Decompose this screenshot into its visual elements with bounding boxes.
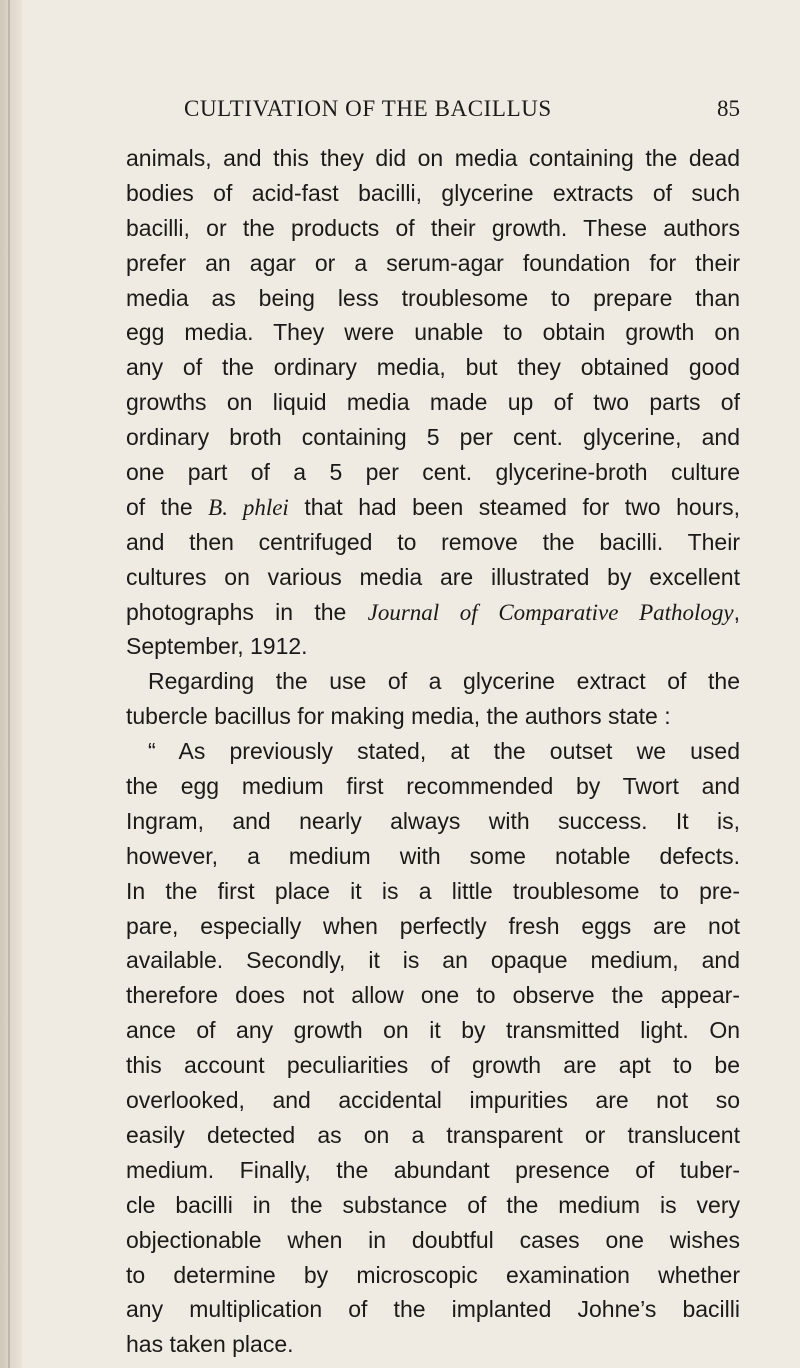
text-line bbox=[126, 595, 740, 630]
text-line bbox=[126, 490, 740, 525]
book-spine-edge bbox=[0, 0, 22, 1368]
text-line: any of the ordinary media, but they obtained good bbox=[126, 354, 740, 381]
text-fragment: that had been steamed for two hours, bbox=[288, 493, 741, 520]
text-line: available. Secondly, it is an opaque medium, and bbox=[126, 947, 740, 974]
text-line: has taken place. bbox=[126, 1331, 294, 1358]
text-line: September, 1912. bbox=[126, 633, 308, 660]
page-header bbox=[126, 96, 740, 136]
text-line: objectionable when in doubtful cases one wishes bbox=[126, 1226, 740, 1253]
spine-shadow bbox=[8, 0, 10, 1368]
text-line: media as being less troublesome to prepare than bbox=[126, 284, 740, 311]
text-line: cultures on various media are illustrated by excellent bbox=[126, 563, 740, 590]
text-line: growths on liquid media made up of two parts of bbox=[126, 389, 740, 416]
paragraph-1 bbox=[126, 141, 740, 664]
text-line: “ As previously stated, at the outset we used bbox=[148, 738, 740, 765]
text-line: animals, and this they did on media containing the dead bbox=[126, 145, 740, 171]
text-fragment: photographs in the bbox=[126, 598, 368, 625]
text-line: bodies of acid-fast bacilli, glycerine extracts of such bbox=[126, 179, 740, 206]
text-line: medium. Finally, the abundant presence of tuber- bbox=[126, 1156, 740, 1183]
text-line: bacilli, or the products of their growth. These authors bbox=[126, 214, 740, 241]
text-line: easily detected as on a transparent or translucent bbox=[126, 1121, 740, 1148]
text-line: however, a medium with some notable defects. bbox=[126, 842, 740, 869]
text-fragment: , bbox=[733, 598, 740, 625]
text-line: tubercle bacillus for making media, the authors state : bbox=[126, 703, 671, 730]
text-line: cle bacilli in the substance of the medium is very bbox=[126, 1191, 740, 1218]
text-line: In the first place it is a little troublesome to pre- bbox=[126, 877, 740, 904]
text-line: the egg medium first recommended by Twort and bbox=[126, 773, 740, 800]
text-fragment: of the bbox=[126, 493, 209, 520]
text-line: this account peculiarities of growth are apt to be bbox=[126, 1052, 740, 1079]
text-line: ance of any growth on it by transmitted light. On bbox=[126, 1017, 740, 1044]
text-line: pare, especially when perfectly fresh eggs are not bbox=[126, 912, 740, 939]
text-line: any multiplication of the implanted Johne’s bacilli bbox=[126, 1296, 740, 1323]
text-line: egg media. They were unable to obtain growth on bbox=[126, 319, 740, 346]
text-line: prefer an agar or a serum-agar foundation for their bbox=[126, 249, 740, 276]
running-head: CULTIVATION OF THE BACILLUS bbox=[184, 96, 552, 121]
paragraph-3-quotation bbox=[126, 734, 740, 1362]
text-line: overlooked, and accidental impurities are not so bbox=[126, 1087, 740, 1114]
text-line: Ingram, and nearly always with success. It is, bbox=[126, 807, 740, 834]
body-text bbox=[126, 141, 740, 1362]
text-line: to determine by microscopic examination whether bbox=[126, 1261, 740, 1288]
paragraph-2 bbox=[126, 664, 740, 734]
page-number: 85 bbox=[717, 96, 740, 121]
italic-species-name: B. phlei bbox=[208, 494, 289, 520]
text-line: Regarding the use of a glycerine extract of the bbox=[148, 668, 740, 695]
italic-journal-title: Journal of Comparative Pathology bbox=[367, 599, 734, 625]
text-line: and then centrifuged to remove the bacilli. Their bbox=[126, 528, 740, 555]
text-line: therefore does not allow one to observe the appear- bbox=[126, 982, 740, 1009]
text-line: ordinary broth containing 5 per cent. glycerine, and bbox=[126, 424, 740, 451]
text-line: one part of a 5 per cent. glycerine-broth culture bbox=[126, 459, 740, 486]
